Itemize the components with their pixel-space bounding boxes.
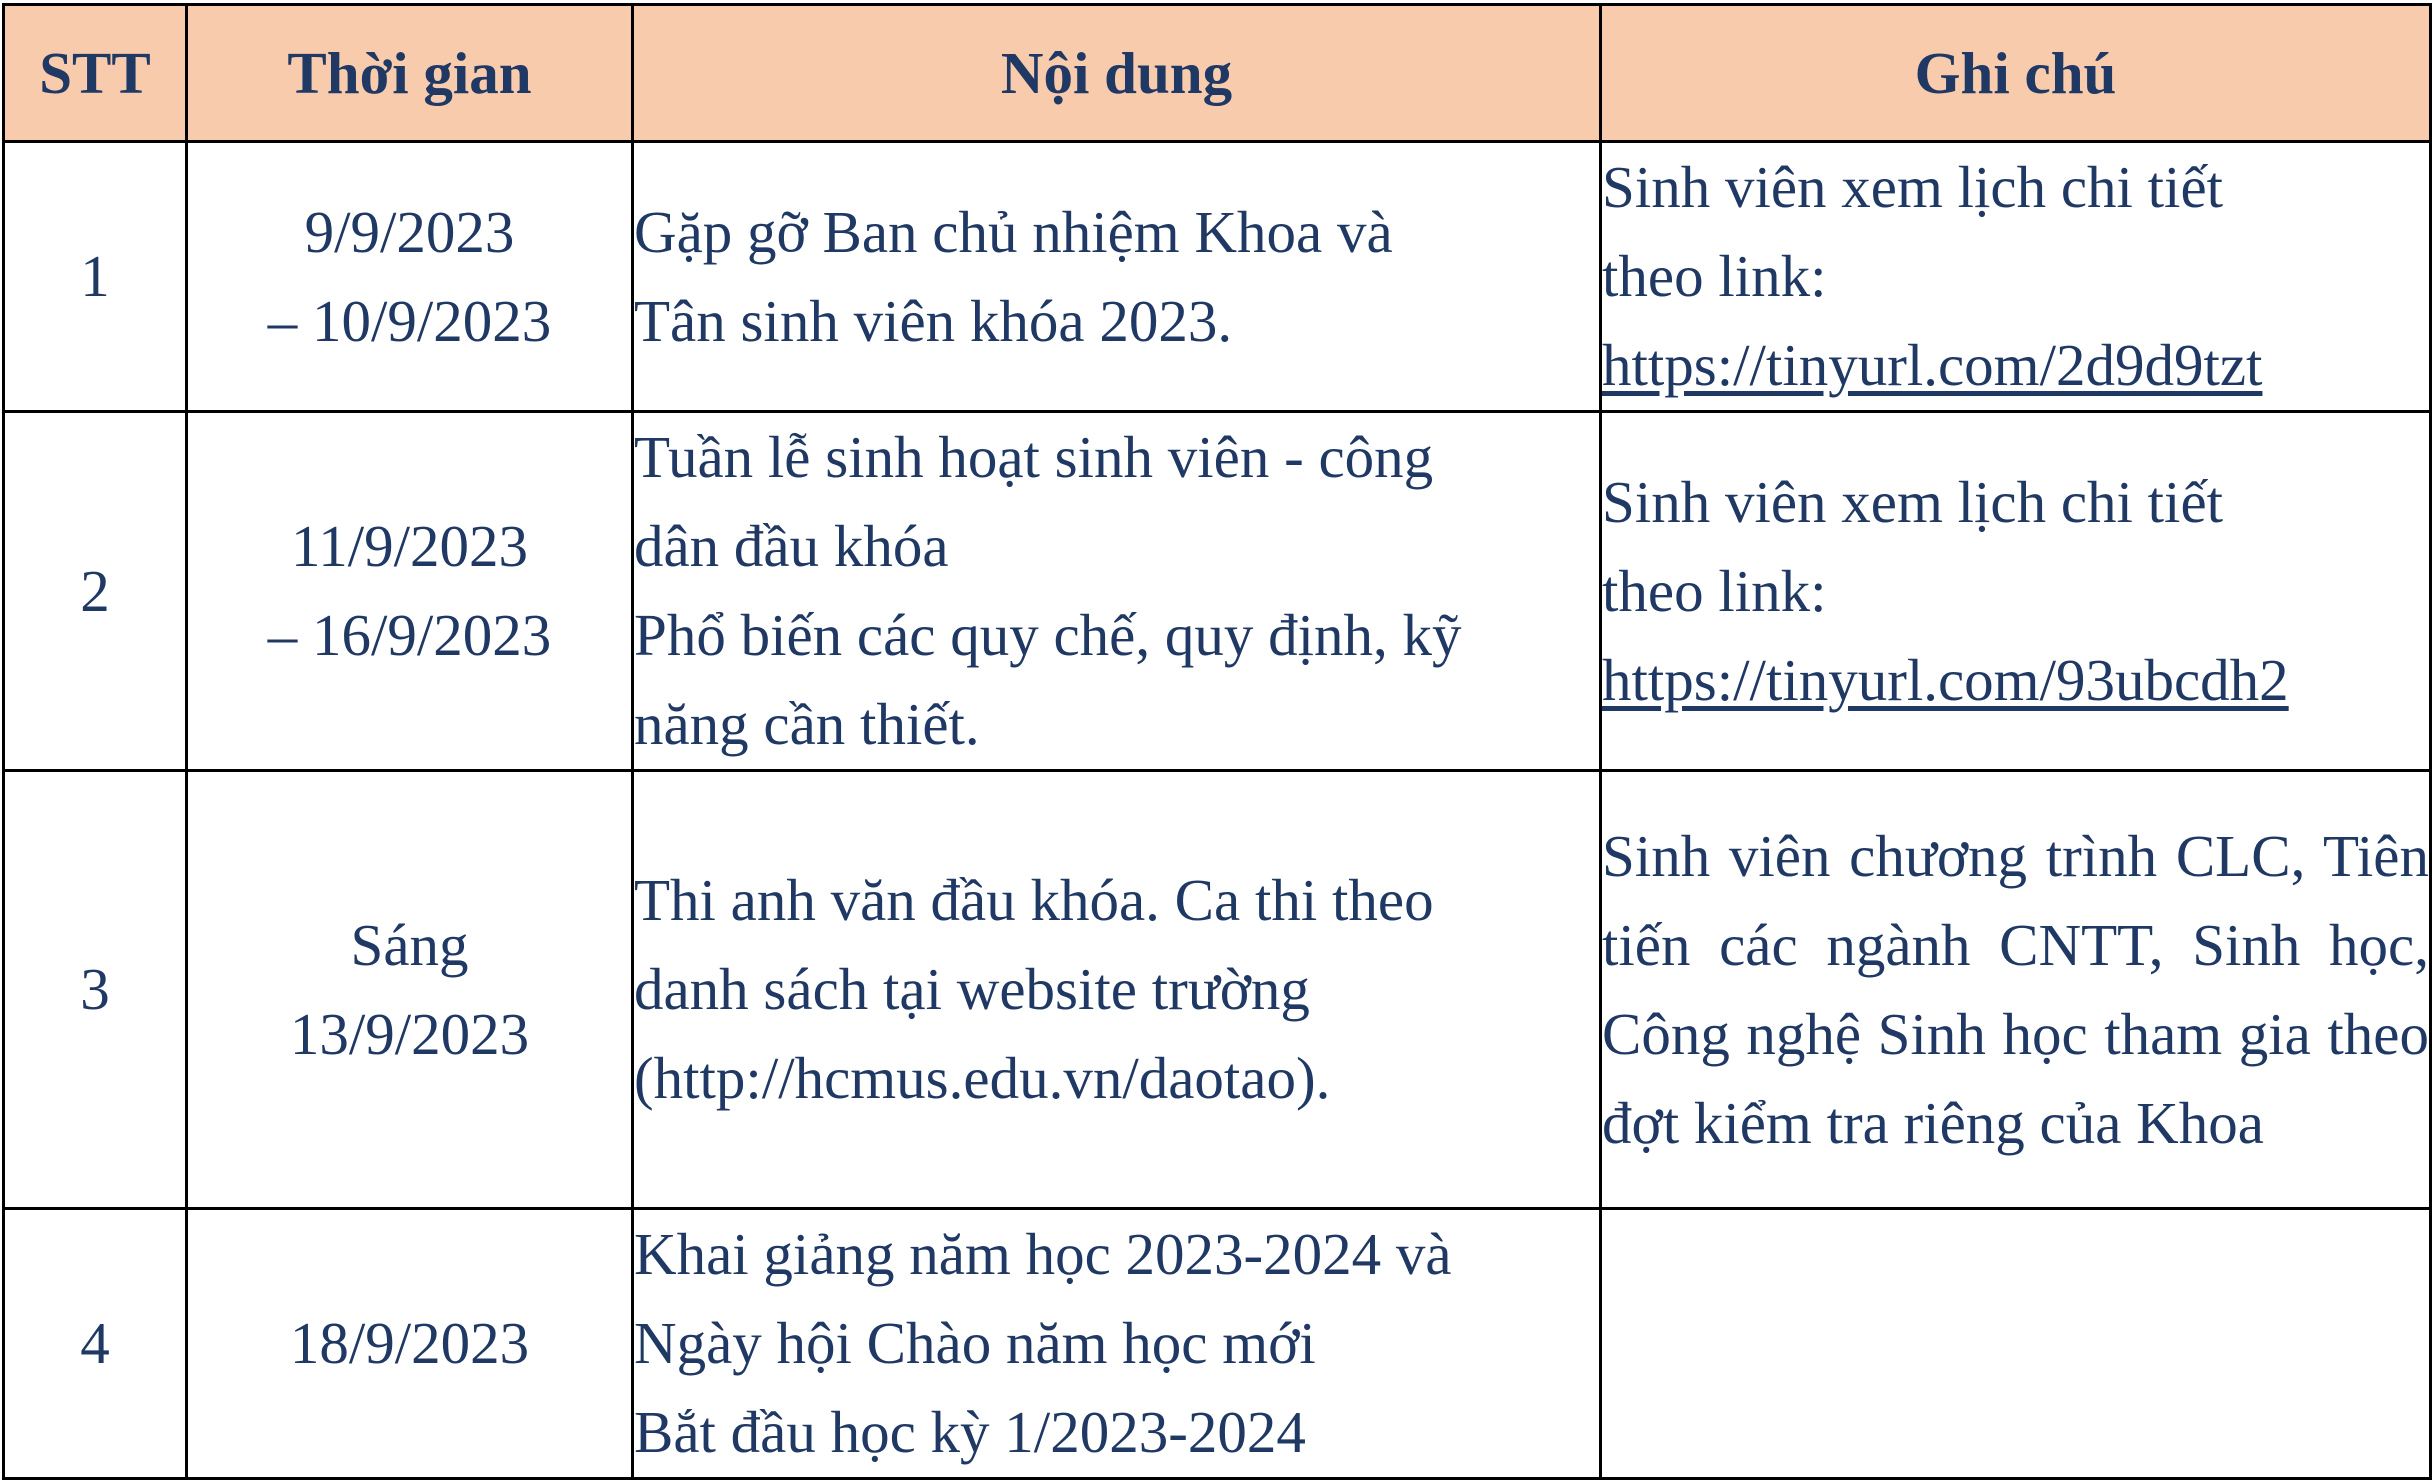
time-line: 13/9/2023 (289, 1000, 530, 1067)
time-line: 11/9/2023 (290, 513, 529, 579)
time-line: Sáng (350, 911, 469, 978)
cell-note-empty (1601, 1209, 2431, 1479)
header-note: Ghi chú (1601, 5, 2431, 142)
schedule-table (2, 3, 2432, 1480)
table-row (4, 771, 2431, 1209)
note-line: Sinh viên xem lịch chi tiết (1602, 468, 2224, 535)
cell-time (187, 412, 633, 771)
content-line: dân đầu khóa (634, 513, 949, 579)
schedule-link[interactable]: https://tinyurl.com/93ubcdh2 (1602, 646, 2289, 713)
content-line: Bắt đầu học kỳ 1/2023-2024 (634, 1399, 1306, 1465)
content-line: Ngày hội Chào năm học mới (634, 1310, 1316, 1376)
time-line: 18/9/2023 (289, 1310, 530, 1376)
header-time: Thời gian (187, 5, 633, 142)
header-content: Nội dung (633, 5, 1601, 142)
cell-time (187, 142, 633, 412)
header-stt: STT (4, 5, 187, 142)
schedule-link[interactable]: https://tinyurl.com/2d9d9tzt (1602, 332, 2263, 398)
cell-content (633, 771, 1601, 1209)
note-line: theo link: (1602, 557, 1827, 624)
time-line: 9/9/2023 (304, 198, 515, 265)
cell-stt: 4 (4, 1209, 187, 1479)
cell-content (633, 1209, 1601, 1479)
content-line: Phổ biến các quy chế, quy định, kỹ (634, 602, 1462, 668)
content-line: Tuần lễ sinh hoạt sinh viên - công (634, 424, 1434, 490)
content-line: Khai giảng năm học 2023-2024 và (634, 1221, 1452, 1287)
time-line: – 16/9/2023 (267, 602, 552, 668)
cell-note (1601, 412, 2431, 771)
time-line: – 10/9/2023 (267, 287, 552, 354)
cell-stt: 2 (4, 412, 187, 771)
cell-content (633, 412, 1601, 771)
content-line: Tân sinh viên khóa 2023. (634, 287, 1233, 354)
cell-stt: 3 (4, 771, 187, 1209)
cell-note (1601, 771, 2431, 1209)
table-row (4, 142, 2431, 412)
note-line: theo link: (1602, 243, 1827, 309)
cell-content (633, 142, 1601, 412)
table-row (4, 412, 2431, 771)
cell-note (1601, 142, 2431, 412)
content-line: năng cần thiết. (634, 691, 980, 757)
table-header-row (4, 5, 2431, 142)
cell-stt: 1 (4, 142, 187, 412)
content-line: danh sách tại website trường (634, 956, 1310, 1022)
note-line: Sinh viên xem lịch chi tiết (1602, 154, 2224, 220)
note-paragraph: Sinh viên chương trình CLC, Tiên tiến các ngành CNTT, Sinh học, Công nghệ Sinh học tham gia theo đợt kiểm tra riêng của Khoa (1602, 822, 2429, 1156)
content-line: (http://hcmus.edu.vn/daotao). (634, 1045, 1331, 1111)
table-row (4, 1209, 2431, 1479)
cell-time (187, 1209, 633, 1479)
content-line: Gặp gỡ Ban chủ nhiệm Khoa và (634, 198, 1393, 265)
cell-time (187, 771, 633, 1209)
content-line: Thi anh văn đầu khóa. Ca thi theo (634, 867, 1434, 933)
